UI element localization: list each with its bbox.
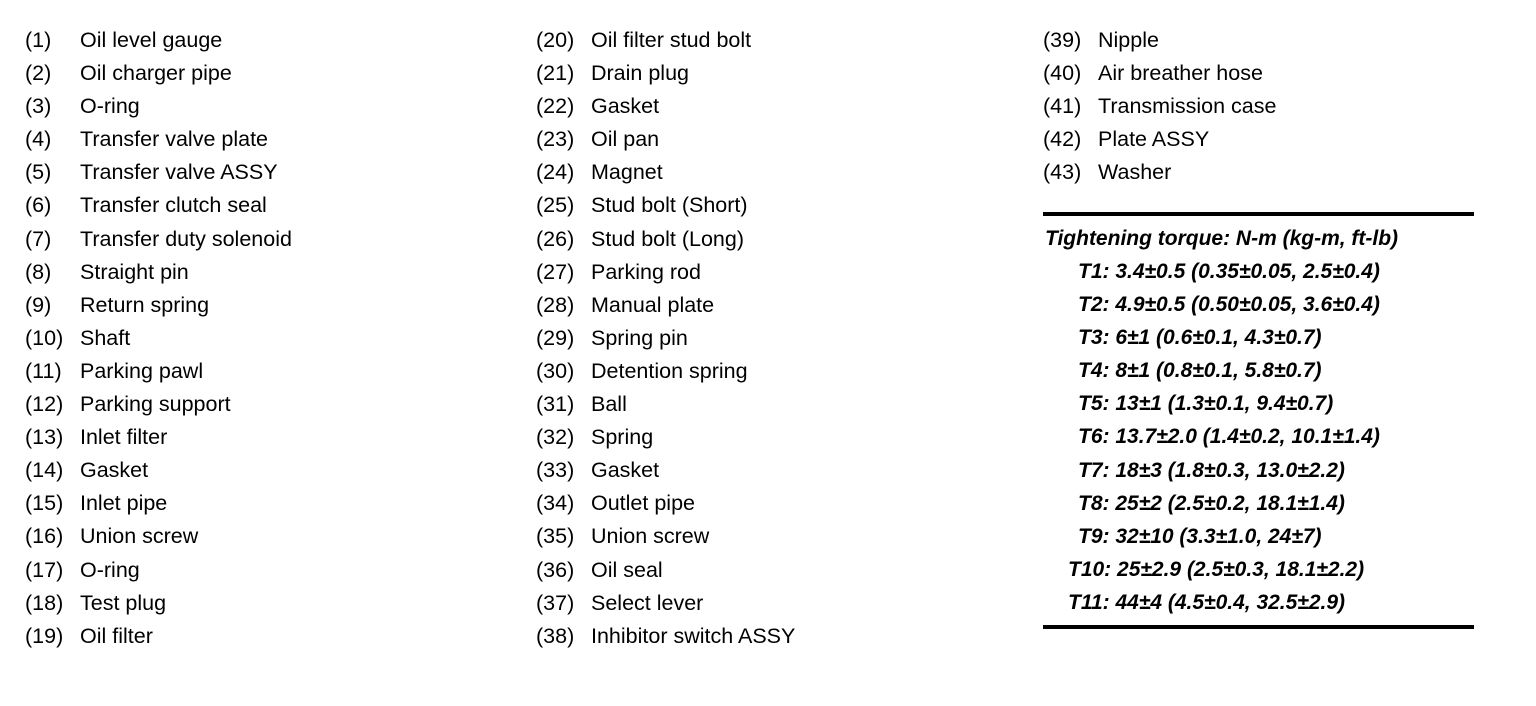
item-number: (16) bbox=[25, 524, 64, 549]
item-number: (13) bbox=[25, 425, 64, 450]
list-item bbox=[536, 520, 1016, 553]
torque-value: 6±1 (0.6±0.1, 4.3±0.7) bbox=[1115, 326, 1322, 350]
item-label: Oil pan bbox=[591, 127, 660, 152]
item-number: (26) bbox=[536, 226, 575, 251]
list-item bbox=[25, 223, 505, 256]
item-number: (4) bbox=[25, 127, 52, 152]
bottom-rule bbox=[1043, 625, 1474, 629]
torque-code: T3: bbox=[1078, 326, 1110, 350]
list-item bbox=[536, 289, 1016, 322]
list-item bbox=[25, 487, 505, 520]
item-label: O-ring bbox=[80, 94, 140, 119]
torque-code: T7: bbox=[1078, 458, 1110, 482]
list-item bbox=[25, 156, 505, 189]
item-label: Oil filter stud bolt bbox=[591, 28, 752, 52]
item-number: (34) bbox=[536, 491, 575, 516]
item-number: (23) bbox=[536, 127, 575, 152]
list-item bbox=[536, 156, 1016, 189]
item-label: Straight pin bbox=[80, 259, 189, 284]
torque-code: T5: bbox=[1078, 392, 1110, 416]
torque-code: T9: bbox=[1078, 524, 1110, 548]
item-number: (10) bbox=[25, 325, 64, 350]
item-number: (28) bbox=[536, 292, 575, 317]
item-label: Washer bbox=[1098, 160, 1172, 185]
torque-row bbox=[1043, 387, 1474, 420]
item-number: (41) bbox=[1043, 94, 1082, 119]
item-number: (40) bbox=[1043, 61, 1082, 86]
item-label: Detention spring bbox=[591, 358, 748, 383]
list-item bbox=[1043, 90, 1483, 123]
item-number: (35) bbox=[536, 524, 575, 549]
item-number: (9) bbox=[25, 292, 52, 317]
item-number: (42) bbox=[1043, 127, 1082, 152]
torque-code: T8: bbox=[1078, 491, 1110, 515]
item-number: (20) bbox=[536, 28, 575, 52]
item-label: Transfer clutch seal bbox=[80, 193, 267, 218]
list-item bbox=[536, 322, 1016, 355]
item-label: Ball bbox=[591, 392, 627, 417]
torque-table bbox=[1043, 212, 1474, 629]
list-item bbox=[25, 554, 505, 587]
item-number: (1) bbox=[25, 28, 52, 52]
item-number: (24) bbox=[536, 160, 575, 185]
item-label: Oil charger pipe bbox=[80, 61, 232, 86]
item-number: (8) bbox=[25, 259, 52, 284]
list-item bbox=[536, 24, 1016, 57]
torque-row bbox=[1043, 255, 1474, 288]
list-item bbox=[536, 454, 1016, 487]
torque-row bbox=[1043, 288, 1474, 321]
item-label: Air breather hose bbox=[1098, 61, 1263, 86]
item-number: (36) bbox=[536, 557, 575, 582]
list-item bbox=[1043, 123, 1483, 156]
item-number: (30) bbox=[536, 358, 575, 383]
item-label: Outlet pipe bbox=[591, 491, 695, 516]
item-label: Parking pawl bbox=[80, 358, 204, 383]
torque-row bbox=[1043, 354, 1474, 387]
item-number: (19) bbox=[25, 623, 64, 648]
list-item bbox=[536, 256, 1016, 289]
item-number: (21) bbox=[536, 61, 575, 86]
torque-row bbox=[1043, 420, 1474, 453]
torque-code: T2: bbox=[1078, 293, 1110, 317]
list-item bbox=[25, 388, 505, 421]
item-number: (38) bbox=[536, 623, 575, 648]
torque-code: T11: bbox=[1068, 590, 1110, 614]
item-label: Oil seal bbox=[591, 557, 663, 582]
item-label: Stud bolt (Short) bbox=[591, 193, 748, 218]
torque-value: 25±2 (2.5±0.2, 18.1±1.4) bbox=[1115, 491, 1345, 515]
torque-row bbox=[1043, 321, 1474, 354]
item-number: (31) bbox=[536, 392, 575, 417]
item-label: Inlet filter bbox=[80, 425, 168, 450]
torque-value: 4.9±0.5 (0.50±0.05, 3.6±0.4) bbox=[1115, 293, 1380, 317]
list-item bbox=[25, 123, 505, 156]
item-label: Inlet pipe bbox=[80, 491, 168, 516]
item-label: Drain plug bbox=[591, 61, 689, 86]
item-number: (15) bbox=[25, 491, 64, 516]
torque-value: 18±3 (1.8±0.3, 13.0±2.2) bbox=[1115, 458, 1345, 482]
torque-code: T4: bbox=[1078, 359, 1110, 383]
item-number: (3) bbox=[25, 94, 52, 119]
list-item bbox=[25, 24, 505, 57]
item-label: Stud bolt (Long) bbox=[591, 226, 744, 251]
item-label: Union screw bbox=[80, 524, 199, 549]
list-item bbox=[25, 520, 505, 553]
item-label: Transfer duty solenoid bbox=[80, 226, 292, 251]
item-number: (33) bbox=[536, 458, 575, 483]
list-item bbox=[25, 256, 505, 289]
parts-list-column-2 bbox=[536, 24, 1016, 653]
torque-row bbox=[1043, 586, 1474, 619]
list-item bbox=[25, 57, 505, 90]
item-number: (39) bbox=[1043, 28, 1082, 52]
item-label: Gasket bbox=[591, 94, 660, 119]
item-number: (22) bbox=[536, 94, 575, 119]
item-label: Oil filter bbox=[80, 623, 153, 648]
item-label: Test plug bbox=[80, 590, 167, 615]
list-item bbox=[536, 189, 1016, 222]
item-label: Gasket bbox=[80, 458, 149, 483]
torque-value: 3.4±0.5 (0.35±0.05, 2.5±0.4) bbox=[1115, 260, 1380, 283]
item-number: (25) bbox=[536, 193, 575, 218]
torque-code: T10: bbox=[1068, 557, 1112, 581]
list-item bbox=[536, 90, 1016, 123]
list-item bbox=[536, 587, 1016, 620]
parts-list-column-1 bbox=[25, 24, 505, 653]
item-number: (27) bbox=[536, 259, 575, 284]
list-item bbox=[1043, 24, 1483, 57]
item-label: Transfer valve plate bbox=[80, 127, 269, 152]
item-label: Oil level gauge bbox=[80, 28, 223, 52]
torque-value: 13.7±2.0 (1.4±0.2, 10.1±1.4) bbox=[1115, 425, 1380, 449]
list-item bbox=[25, 587, 505, 620]
list-item bbox=[536, 554, 1016, 587]
item-number: (17) bbox=[25, 557, 64, 582]
item-number: (7) bbox=[25, 226, 52, 251]
item-number: (37) bbox=[536, 590, 575, 615]
item-number: (11) bbox=[25, 358, 62, 383]
list-item bbox=[536, 223, 1016, 256]
torque-value: 44±4 (4.5±0.4, 32.5±2.9) bbox=[1115, 590, 1346, 614]
item-label: Shaft bbox=[80, 325, 131, 350]
item-label: Spring pin bbox=[591, 325, 688, 350]
parts-list-column-3 bbox=[1043, 24, 1483, 189]
torque-row bbox=[1043, 553, 1474, 586]
list-item bbox=[1043, 156, 1483, 189]
item-number: (6) bbox=[25, 193, 52, 218]
item-label: Inhibitor switch ASSY bbox=[591, 623, 796, 648]
item-label: Manual plate bbox=[591, 292, 715, 317]
torque-value: 13±1 (1.3±0.1, 9.4±0.7) bbox=[1115, 392, 1334, 416]
torque-code: T1: bbox=[1078, 260, 1110, 283]
item-label: Nipple bbox=[1098, 28, 1159, 52]
item-label: Union screw bbox=[591, 524, 710, 549]
torque-row bbox=[1043, 487, 1474, 520]
torque-value: 8±1 (0.8±0.1, 5.8±0.7) bbox=[1115, 359, 1322, 383]
list-item bbox=[25, 189, 505, 222]
torque-value: 25±2.9 (2.5±0.3, 18.1±2.2) bbox=[1117, 557, 1365, 581]
item-number: (12) bbox=[25, 392, 64, 417]
list-item bbox=[536, 620, 1016, 653]
list-item bbox=[25, 322, 505, 355]
item-number: (14) bbox=[25, 458, 64, 483]
item-number: (29) bbox=[536, 325, 575, 350]
item-number: (32) bbox=[536, 425, 575, 450]
item-label: Select lever bbox=[591, 590, 704, 615]
list-item bbox=[25, 355, 505, 388]
list-item bbox=[536, 421, 1016, 454]
item-number: (5) bbox=[25, 160, 52, 185]
list-item bbox=[25, 289, 505, 322]
top-rule bbox=[1043, 212, 1474, 216]
list-item bbox=[536, 123, 1016, 156]
list-item bbox=[1043, 57, 1483, 90]
list-item bbox=[25, 90, 505, 123]
torque-code: T6: bbox=[1078, 425, 1110, 449]
torque-title: Tightening torque: N-m (kg-m, ft-lb) bbox=[1045, 227, 1399, 250]
item-number: (18) bbox=[25, 590, 64, 615]
list-item bbox=[536, 388, 1016, 421]
item-label: Transmission case bbox=[1098, 94, 1277, 119]
torque-value: 32±10 (3.3±1.0, 24±7) bbox=[1115, 524, 1322, 548]
torque-row bbox=[1043, 454, 1474, 487]
list-item bbox=[536, 487, 1016, 520]
item-number: (2) bbox=[25, 61, 52, 86]
list-item bbox=[25, 454, 505, 487]
item-label: O-ring bbox=[80, 557, 140, 582]
item-label: Plate ASSY bbox=[1098, 127, 1210, 152]
item-label: Parking rod bbox=[591, 259, 701, 284]
list-item bbox=[25, 620, 505, 653]
item-label: Transfer valve ASSY bbox=[80, 160, 278, 185]
item-number: (43) bbox=[1043, 160, 1082, 185]
item-label: Return spring bbox=[80, 292, 210, 317]
item-label: Parking support bbox=[80, 392, 231, 417]
list-item bbox=[536, 355, 1016, 388]
torque-row bbox=[1043, 520, 1474, 553]
item-label: Gasket bbox=[591, 458, 660, 483]
list-item bbox=[25, 421, 505, 454]
item-label: Spring bbox=[591, 425, 654, 450]
item-label: Magnet bbox=[591, 160, 663, 185]
list-item bbox=[536, 57, 1016, 90]
